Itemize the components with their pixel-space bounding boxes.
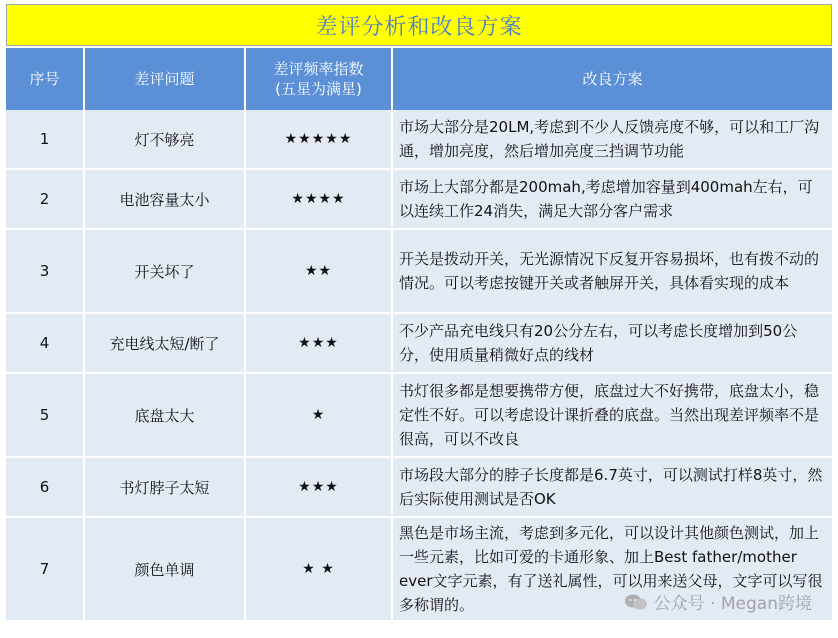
row-index: 1	[6, 110, 85, 170]
header-rating	[246, 46, 393, 110]
watermark-text: 公众号 · Megan跨境	[653, 594, 812, 614]
table-row	[6, 458, 832, 518]
row-rating-stars: ★★★	[246, 314, 393, 374]
row-rating-stars: ★	[246, 374, 393, 458]
table-row	[6, 314, 832, 374]
watermark	[624, 589, 812, 614]
header-rating-line2: (五星为满星)	[275, 80, 362, 98]
row-plan: 市场上大部分都是200mah,考虑增加容量到400mah左右，可以连续工作24消失，满足大部分客户需求	[393, 170, 832, 230]
row-plan: 开关是拨动开关，无光源情况下反复开容易损坏，也有拨不动的情况。可以考虑按键开关或者触屏开关，具体看实现的成本	[393, 230, 832, 314]
row-rating-stars: ★★★	[246, 458, 393, 518]
row-issue: 书灯脖子太短	[85, 458, 246, 518]
row-issue: 充电线太短/断了	[85, 314, 246, 374]
row-rating-stars: ★ ★	[246, 518, 393, 622]
row-issue: 开关坏了	[85, 230, 246, 314]
row-index: 4	[6, 314, 85, 374]
row-plan: 市场段大部分的脖子长度都是6.7英寸，可以测试打样8英寸，然后实际使用测试是否OK	[393, 458, 832, 518]
row-rating-stars: ★★★★★	[246, 110, 393, 170]
header-index: 序号	[6, 46, 85, 110]
table-title: 差评分析和改良方案	[6, 4, 832, 46]
row-rating-stars: ★★	[246, 230, 393, 314]
row-issue: 底盘太大	[85, 374, 246, 458]
row-rating-stars: ★★★★	[246, 170, 393, 230]
row-issue: 灯不够亮	[85, 110, 246, 170]
row-index: 5	[6, 374, 85, 458]
table-row	[6, 170, 832, 230]
row-plan: 不少产品充电线只有20公分左右，可以考虑长度增加到50公分，使用质量稍微好点的线材	[393, 314, 832, 374]
row-index: 6	[6, 458, 85, 518]
header-issue: 差评问题	[85, 46, 246, 110]
table-row	[6, 110, 832, 170]
table-row	[6, 374, 832, 458]
row-index: 3	[6, 230, 85, 314]
table-row	[6, 230, 832, 314]
row-issue: 颜色单调	[85, 518, 246, 622]
header-rating-line1: 差评频率指数	[273, 60, 364, 78]
row-plan: 书灯很多都是想要携带方便，底盘过大不好携带，底盘太小，稳定性不好。可以考虑设计课折叠的底盘。当然出现差评频率不是很高，可以不改良	[393, 374, 832, 458]
row-plan: 市场大部分是20LM,考虑到不少人反馈亮度不够，可以和工厂沟通，增加亮度，然后增加亮度三挡调节功能	[393, 110, 832, 170]
review-analysis-table	[6, 46, 832, 622]
row-issue: 电池容量太小	[85, 170, 246, 230]
wechat-icon	[624, 593, 648, 611]
row-index: 2	[6, 170, 85, 230]
row-index: 7	[6, 518, 85, 622]
row-plan: 黑色是市场主流，考虑到多元化，可以设计其他颜色测试，加上一些元素，比如可爱的卡通形象、加上Best father/mother ever文字元素，有了送礼属性，可以用来送父母，文字可以写很多称谓的。	[393, 518, 832, 622]
table-header	[6, 46, 832, 110]
document-page	[6, 4, 832, 636]
header-plan: 改良方案	[393, 46, 832, 110]
